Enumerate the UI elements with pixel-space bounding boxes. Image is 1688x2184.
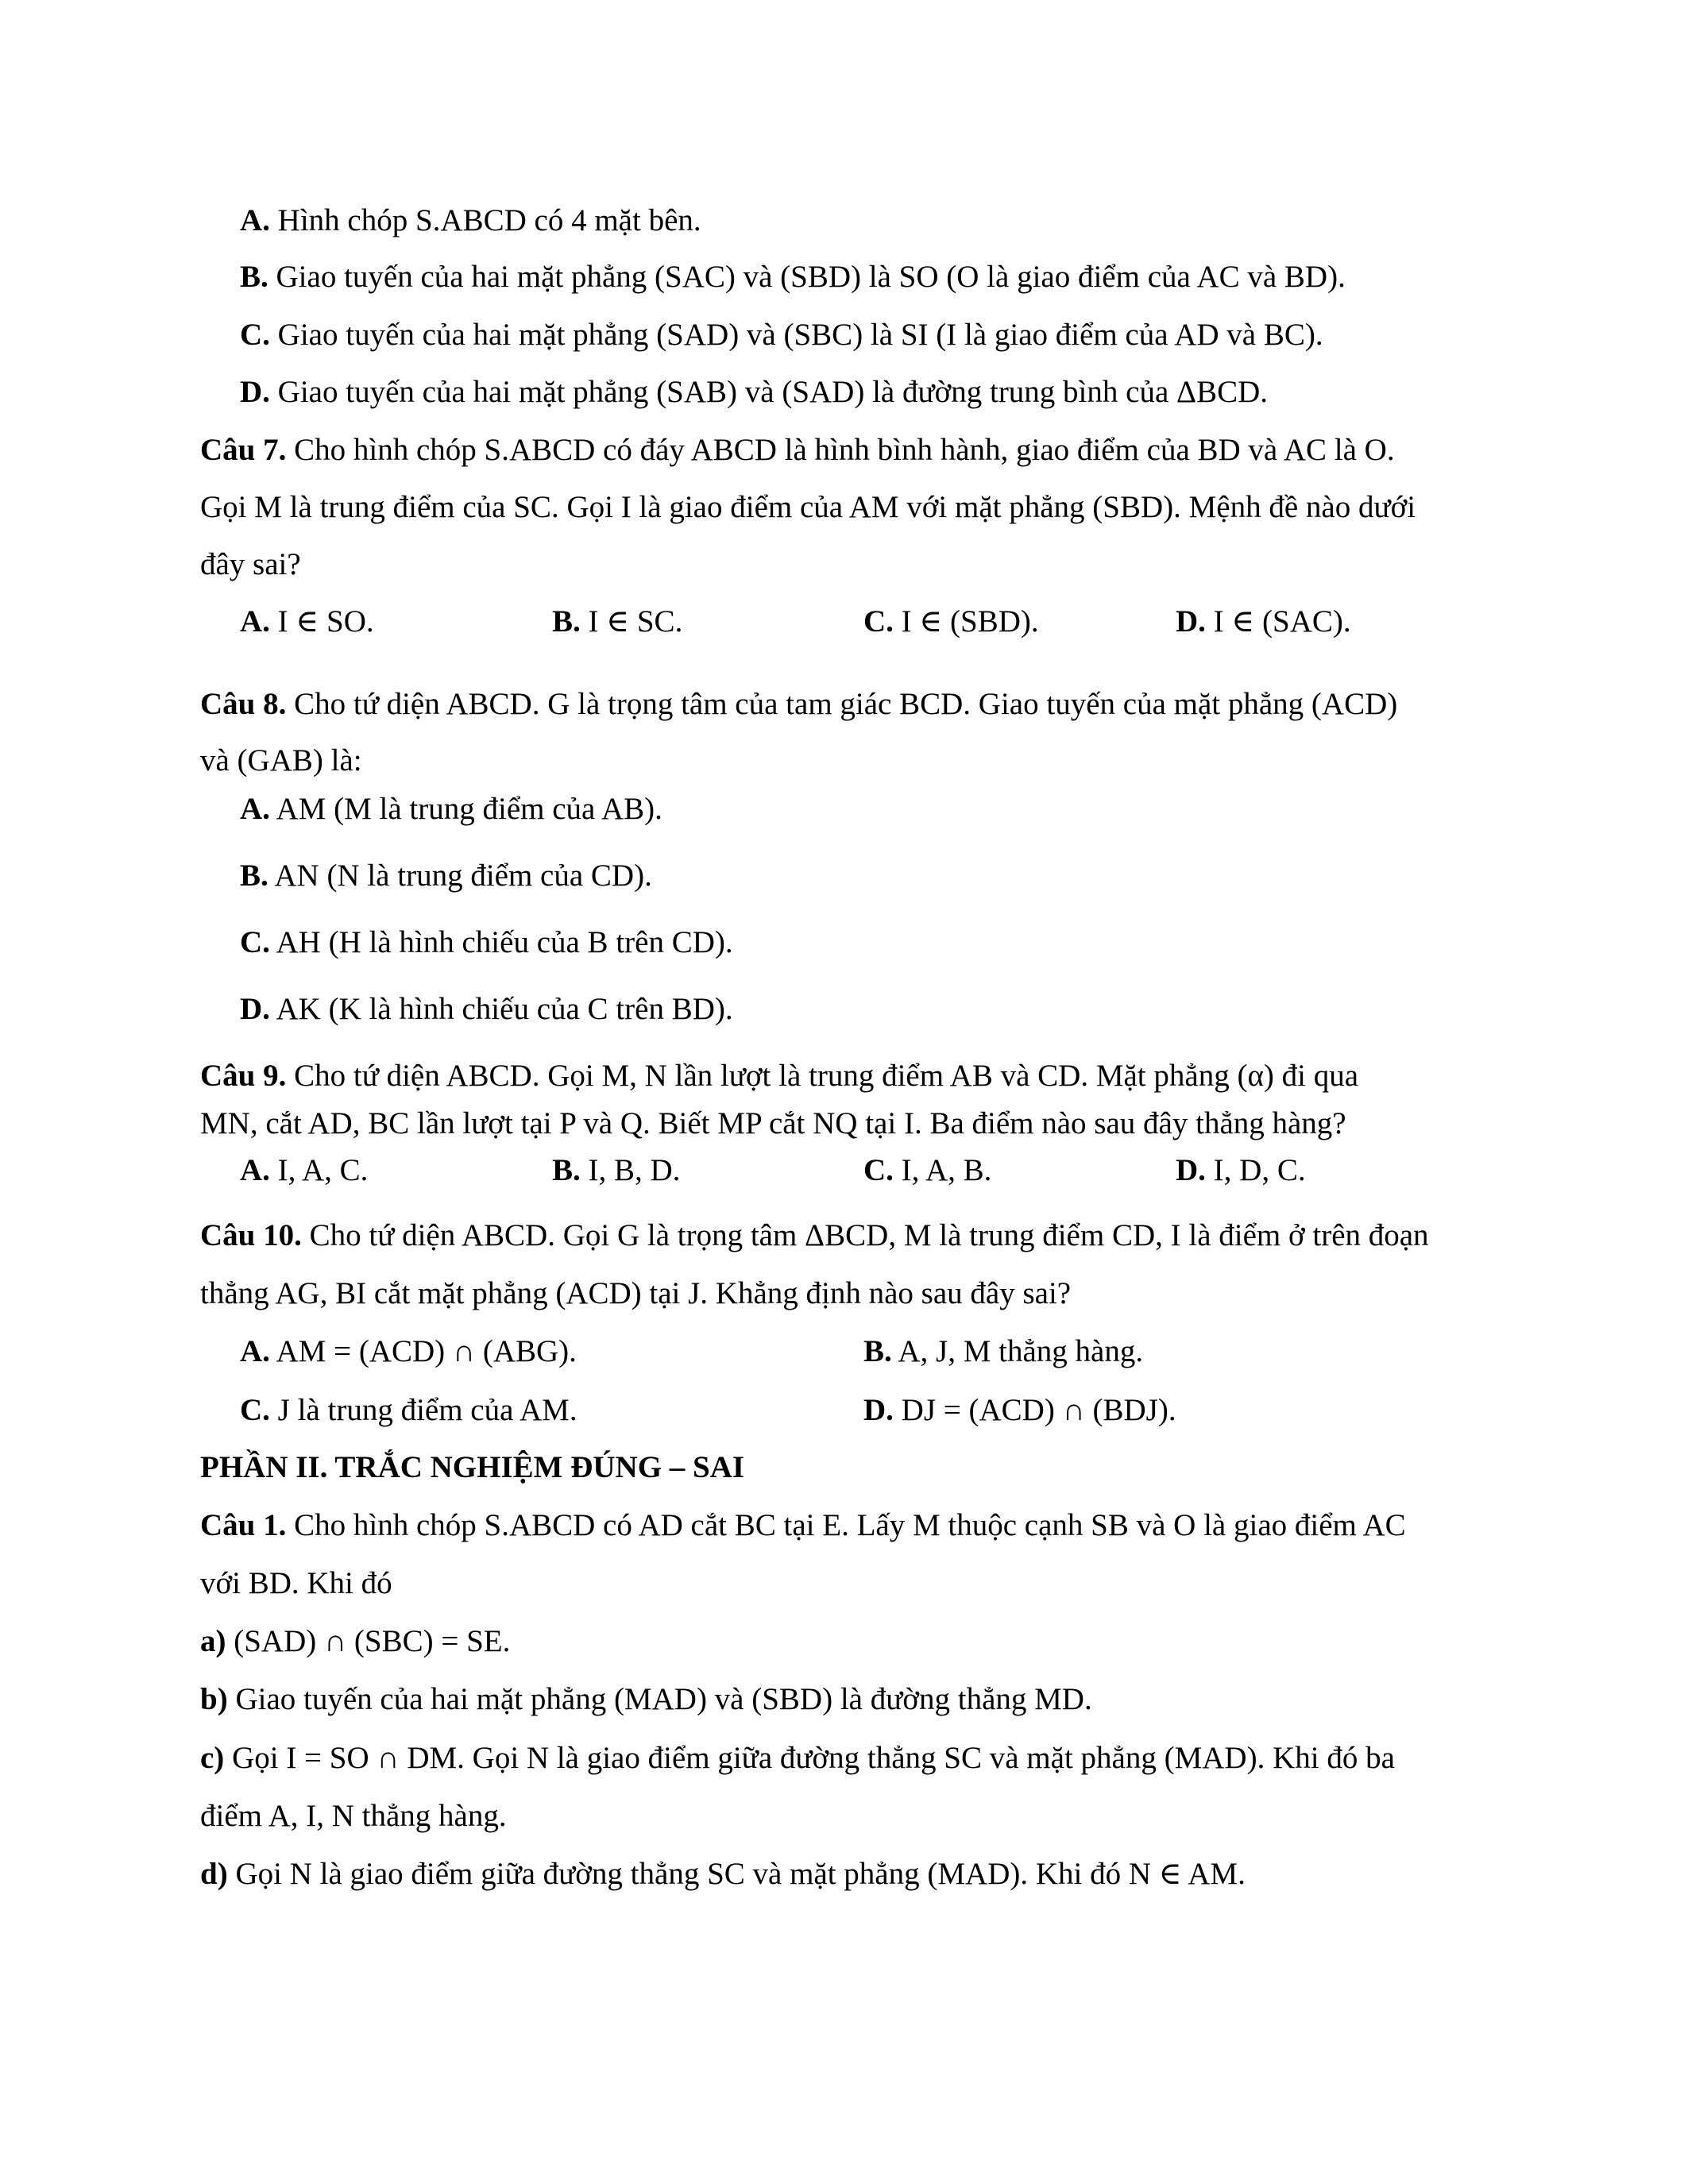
p2q1-stem-line-1 — [200, 1505, 1406, 1546]
q8-option-d — [240, 989, 733, 1030]
option-label: C. — [240, 318, 270, 352]
p2q1-statement-c — [200, 1738, 1395, 1779]
statement-label: b) — [200, 1682, 228, 1716]
question-label: Câu 8. — [200, 687, 287, 721]
q9-stem-line-1 — [200, 1055, 1358, 1097]
question-label: Câu 9. — [200, 1059, 287, 1093]
option-text: I, A, B. — [893, 1153, 992, 1187]
option-text: I ∈ (SAC). — [1205, 604, 1351, 639]
question-text: Cho hình chóp S.ABCD có AD cắt BC tại E. Lấy M thuộc cạnh SB và O là giao điểm AC — [286, 1508, 1406, 1542]
option-label: C. — [240, 925, 270, 959]
q6-option-a — [240, 200, 701, 241]
option-text: I ∈ SC. — [580, 604, 683, 639]
q8-stem-line-2: và (GAB) là: — [200, 743, 362, 778]
p2q1-statement-a — [200, 1621, 510, 1662]
q7-option-d — [1176, 601, 1351, 642]
option-text: Giao tuyến của hai mặt phẳng (SAB) và (SAD) là đường trung bình của ΔBCD. — [269, 375, 1269, 409]
statement-text: Gọi N là giao điểm giữa đường thẳng SC và mặt phẳng (MAD). Khi đó N ∈ AM. — [227, 1857, 1246, 1891]
option-label: B. — [552, 604, 581, 639]
q9-stem-line-2: MN, cắt AD, BC lần lượt tại P và Q. Biết MP cắt NQ tại I. Ba điểm nào sau đây thẳng hàng? — [200, 1106, 1346, 1140]
option-text: AH (H là hình chiếu của B trên CD). — [269, 925, 733, 959]
statement-text: (SAD) ∩ (SBC) = SE. — [226, 1624, 511, 1658]
option-text: Giao tuyến của hai mặt phẳng (SAC) và (SBD) là SO (O là giao điểm của AC và BD). — [268, 260, 1346, 294]
q9-option-a — [240, 1150, 368, 1191]
p2q1-statement-c-cont: điểm A, I, N thẳng hàng. — [200, 1799, 507, 1833]
q7-option-a — [240, 601, 374, 642]
option-label: B. — [863, 1334, 892, 1368]
option-label: C. — [863, 1153, 894, 1187]
option-label: A. — [240, 792, 270, 826]
option-text: I, B, D. — [580, 1153, 681, 1187]
question-text: Cho hình chóp S.ABCD có đáy ABCD là hình bình hành, giao điểm của BD và AC là O. — [286, 433, 1395, 467]
question-label: Câu 1. — [200, 1508, 287, 1542]
q6-option-c — [240, 314, 1323, 356]
q10-stem-line-1 — [200, 1215, 1429, 1256]
q7-options-row — [0, 601, 1688, 642]
p2q1-statement-b — [200, 1679, 1092, 1720]
option-label: A. — [240, 1153, 270, 1187]
option-label: B. — [552, 1153, 581, 1187]
option-text: A, J, M thẳng hàng. — [891, 1334, 1144, 1368]
q6-option-b — [240, 257, 1346, 298]
q9-option-d — [1176, 1150, 1306, 1191]
option-text: DJ = (ACD) ∩ (BDJ). — [893, 1393, 1176, 1427]
question-label: Câu 7. — [200, 433, 287, 467]
q9-option-c — [863, 1150, 991, 1191]
q10-options-row-2 — [0, 1390, 1688, 1431]
option-text: I ∈ SO. — [269, 604, 374, 639]
part-2-heading: PHẦN II. TRẮC NGHIỆM ĐÚNG – SAI — [200, 1450, 745, 1484]
q10-option-c — [240, 1390, 577, 1431]
option-text: Hình chóp S.ABCD có 4 mặt bên. — [269, 203, 701, 237]
option-text: J là trung điểm của AM. — [269, 1393, 577, 1427]
q8-option-a — [240, 789, 662, 830]
option-label: A. — [240, 1334, 270, 1368]
q7-option-c — [863, 601, 1039, 642]
option-label: D. — [863, 1393, 894, 1427]
q10-stem-line-2: thẳng AG, BI cắt mặt phẳng (ACD) tại J. Khẳng định nào sau đây sai? — [200, 1276, 1072, 1310]
q8-option-b — [240, 855, 652, 897]
q7-stem-line-1 — [200, 430, 1395, 471]
option-label: D. — [1176, 604, 1206, 639]
statement-text: Gọi I = SO ∩ DM. Gọi N là giao điểm giữa đường thẳng SC và mặt phẳng (MAD). Khi đó ba — [224, 1741, 1395, 1775]
option-label: D. — [240, 992, 270, 1026]
q7-stem-line-3: đây sai? — [200, 547, 301, 581]
option-text: I, A, C. — [269, 1153, 369, 1187]
question-text: Cho tứ diện ABCD. Gọi G là trọng tâm ΔBCD, M là trung điểm CD, I là điểm ở trên đoạn — [301, 1218, 1429, 1252]
q10-option-b — [863, 1331, 1143, 1372]
p2q1-statement-d — [200, 1854, 1246, 1895]
option-text: AN (N là trung điểm của CD). — [268, 859, 652, 893]
option-label: D. — [1176, 1153, 1206, 1187]
statement-label: a) — [200, 1624, 226, 1658]
q7-option-b — [552, 601, 682, 642]
option-text: AM = (ACD) ∩ (ABG). — [269, 1334, 577, 1368]
statement-text: Giao tuyến của hai mặt phẳng (MAD) và (SBD) là đường thẳng MD. — [227, 1682, 1092, 1716]
option-label: A. — [240, 604, 270, 639]
question-text: Cho tứ diện ABCD. G là trọng tâm của tam giác BCD. Giao tuyến của mặt phẳng (ACD) — [286, 687, 1398, 721]
q8-stem-line-1 — [200, 684, 1397, 725]
option-text: AM (M là trung điểm của AB). — [269, 792, 662, 826]
q6-option-d — [240, 372, 1268, 413]
q10-option-a — [240, 1331, 577, 1372]
q10-option-d — [863, 1390, 1176, 1431]
q7-stem-line-2: Gọi M là trung điểm của SC. Gọi I là giao điểm của AM với mặt phẳng (SBD). Mệnh đề nào dưới — [200, 490, 1416, 524]
question-text: Cho tứ diện ABCD. Gọi M, N lần lượt là trung điểm AB và CD. Mặt phẳng (α) đi qua — [286, 1059, 1359, 1093]
statement-label: d) — [200, 1857, 228, 1891]
option-text: I, D, C. — [1205, 1153, 1306, 1187]
q8-option-c — [240, 922, 733, 963]
option-text: I ∈ (SBD). — [893, 604, 1039, 639]
option-label: B. — [240, 260, 268, 294]
option-label: B. — [240, 859, 268, 893]
option-label: A. — [240, 203, 270, 237]
statement-label: c) — [200, 1741, 225, 1775]
option-label: C. — [240, 1393, 270, 1427]
q9-option-b — [552, 1150, 680, 1191]
q9-options-row — [0, 1150, 1688, 1191]
option-text: AK (K là hình chiếu của C trên BD). — [269, 992, 733, 1026]
question-label: Câu 10. — [200, 1218, 302, 1252]
option-text: Giao tuyến của hai mặt phẳng (SAD) và (SBC) là SI (I là giao điểm của AD và BC). — [269, 318, 1323, 352]
option-label: D. — [240, 375, 270, 409]
p2q1-stem-line-2: với BD. Khi đó — [200, 1566, 392, 1600]
q10-options-row-1 — [0, 1331, 1688, 1372]
option-label: C. — [863, 604, 894, 639]
